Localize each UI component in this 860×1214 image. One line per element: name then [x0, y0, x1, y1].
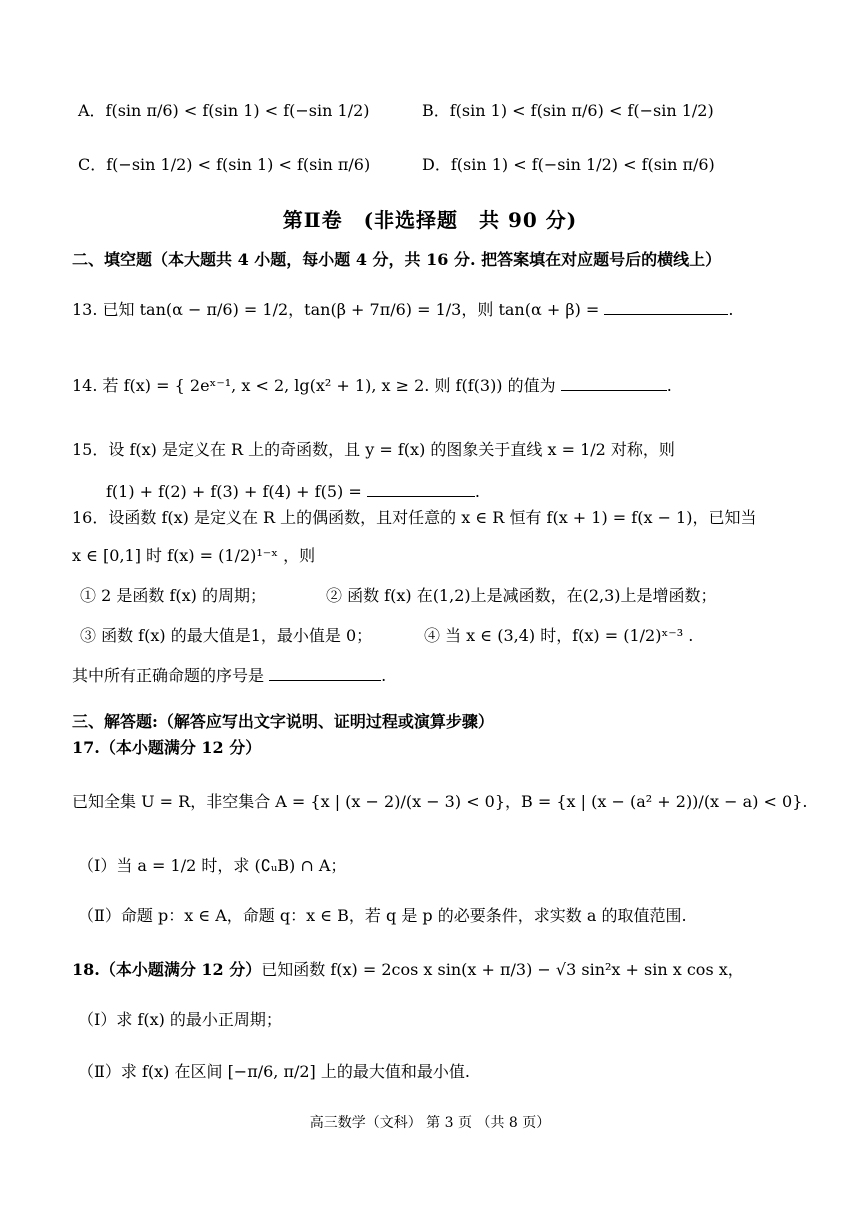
question-16-line1: 16．设函数 f(x) 是定义在 R 上的偶函数，且对任意的 x ∈ R 恒有 f(x + 1) = f(x − 1)，已知当 — [72, 508, 757, 527]
section2-heading: 二、填空题（本大题共 4 小题，每小题 4 分，共 16 分. 把答案填在对应题号后的横线上） — [72, 250, 722, 269]
page-footer: 高三数学（文科） 第 3 页 （共 8 页） — [309, 1115, 551, 1131]
question-16-item-3: ③ 函数 f(x) 的最大值是1，最小值是 0； — [80, 626, 373, 645]
question-16-tail-text: 其中所有正确命题的序号是 — [72, 666, 265, 685]
question-17-part-1: （Ⅰ）当 a = 1/2 时，求 (∁ᵤB) ∩ A； — [78, 856, 347, 875]
question-18-statement: 已知函数 f(x) = 2cos x sin(x + π/3) − √3 sin²x + sin x cos x， — [261, 960, 744, 979]
question-18-part-2: （Ⅱ）求 f(x) 在区间 [−π/6, π/2] 上的最大值和最小值. — [78, 1062, 470, 1081]
option-c: C．f(−sin 1/2) < f(sin 1) < f(sin π/6) — [78, 155, 371, 174]
question-16-item-2: ② 函数 f(x) 在(1,2)上是减函数，在(2,3)上是增函数； — [326, 586, 717, 605]
question-18-heading: 18.（本小题满分 12 分） — [72, 960, 262, 979]
part2-title: 第Ⅱ卷 (非选择题 共 90 分) — [282, 208, 578, 232]
answer-blank-15 — [367, 480, 475, 497]
question-17-heading: 17.（本小题满分 12 分） — [72, 738, 262, 757]
question-15-expression: f(1) + f(2) + f(3) + f(4) + f(5) = — [106, 482, 362, 501]
question-17-statement: 已知全集 U = R，非空集合 A = {x | (x − 2)/(x − 3) < 0}，B = {x | (x − (a² + 2))/(x − a) < 0}. — [72, 792, 808, 811]
answer-blank-14 — [561, 374, 667, 391]
question-15-line2: f(1) + f(2) + f(3) + f(4) + f(5) = . — [106, 482, 480, 501]
question-16-item-1: ① 2 是函数 f(x) 的周期； — [80, 586, 266, 605]
section3-heading: 三、解答题:（解答应写出文字说明、证明过程或演算步骤） — [72, 712, 494, 731]
option-d: D．f(sin 1) < f(−sin 1/2) < f(sin π/6) — [422, 155, 715, 174]
question-18-part-1: （Ⅰ）求 f(x) 的最小正周期； — [78, 1010, 282, 1029]
question-18 — [72, 960, 744, 979]
option-b: B．f(sin 1) < f(sin π/6) < f(−sin 1/2) — [422, 101, 714, 120]
question-15-line1: 15．设 f(x) 是定义在 R 上的奇函数，且 y = f(x) 的图象关于直线 x = 1/2 对称，则 — [72, 440, 675, 459]
answer-blank-13 — [604, 298, 728, 315]
question-14: 14. 若 f(x) = { 2eˣ⁻¹, x < 2, lg(x² + 1), x ≥ 2. 则 f(f(3)) 的值为 . — [72, 376, 672, 395]
option-a: A．f(sin π/6) < f(sin 1) < f(−sin 1/2) — [78, 101, 370, 120]
question-16-line2: x ∈ [0,1] 时 f(x) = (1/2)¹⁻ˣ ，则 — [72, 546, 316, 565]
question-13-text: 13. 已知 tan(α − π/6) = 1/2，tan(β + 7π/6) = 1/3，则 tan(α + β) = — [72, 300, 600, 319]
question-16-tail: 其中所有正确命题的序号是 . — [72, 666, 387, 685]
question-16-item-4: ④ 当 x ∈ (3,4) 时，f(x) = (1/2)ˣ⁻³ . — [424, 626, 694, 645]
question-13: 13. 已知 tan(α − π/6) = 1/2，tan(β + 7π/6) = 1/3，则 tan(α + β) = . — [72, 300, 734, 319]
question-14-text: 14. 若 f(x) = { 2eˣ⁻¹, x < 2, lg(x² + 1), x ≥ 2. 则 f(f(3)) 的值为 — [72, 376, 556, 395]
question-17-part-2: （Ⅱ）命题 p：x ∈ A，命题 q：x ∈ B，若 q 是 p 的必要条件，求实数 a 的取值范围. — [78, 906, 687, 925]
answer-blank-16 — [269, 664, 381, 681]
